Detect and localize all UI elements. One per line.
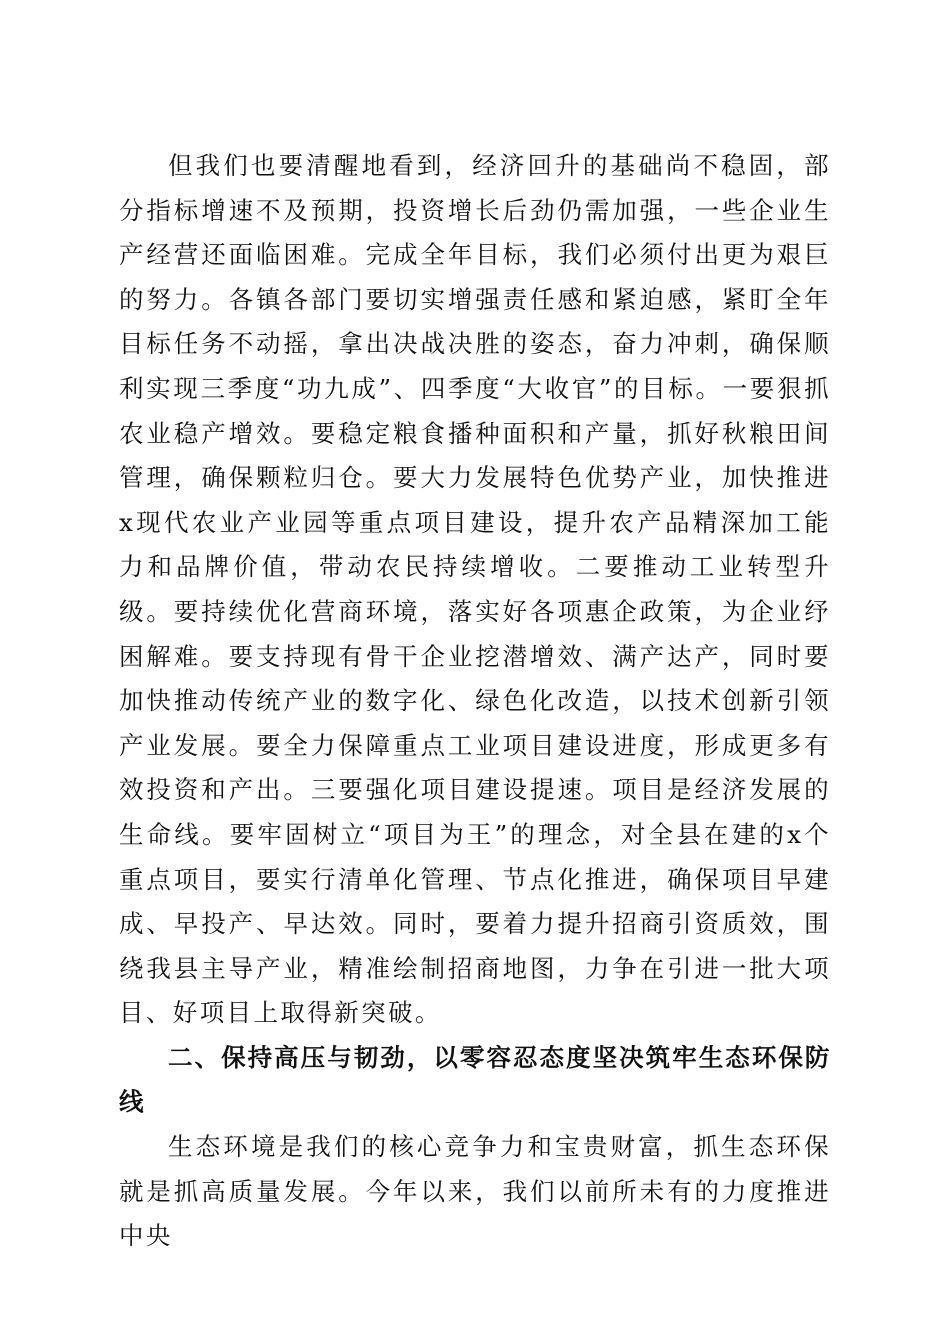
document-body <box>119 144 831 1259</box>
paragraph-economic-tasks: 但我们也要清醒地看到，经济回升的基础尚不稳固，部分指标增速不及预期，投资增长后劲仍需加强，一些企业生产经营还面临困难。完成全年目标，我们必须付出更为艰巨的努力。各镇各部门要切实增强责任感和紧迫感，紧盯全年目标任务不动摇，拿出决战决胜的姿态，奋力冲刺，确保顺利实现三季度“功九成”、四季度“大收官”的目标。一要狠抓农业稳产增效。要稳定粮食播种面积和产量，抓好秋粮田间管理，确保颗粒归仓。要大力发展特色优势产业，加快推进x现代农业产业园等重点项目建设，提升农产品精深加工能力和品牌价值，带动农民持续增收。二要推动工业转型升级。要持续优化营商环境，落实好各项惠企政策，为企业纾困解难。要支持现有骨干企业挖潜增效、满产达产，同时要加快推动传统产业的数字化、绿色化改造，以技术创新引领产业发展。要全力保障重点工业项目建设进度，形成更多有效投资和产出。三要强化项目建设提速。项目是经济发展的生命线。要牢固树立“项目为王”的理念，对全县在建的x个重点项目，要实行清单化管理、节点化推进，确保项目早建成、早投产、早达效。同时，要着力提升招商引资质效，围绕我县主导产业，精准绘制招商地图，力争在引进一批大项目、好项目上取得新突破。 <box>119 151 831 1028</box>
paragraph-ecology-intro: 生态环境是我们的核心竞争力和宝贵财富，抓生态环保就是抓高质量发展。今年以来，我们以前所未有的力度推进中央 <box>119 1132 831 1251</box>
section-heading-ecology: 二、保持高压与韧劲，以零容忍态度坚决筑牢生态环保防线 <box>119 1042 831 1117</box>
